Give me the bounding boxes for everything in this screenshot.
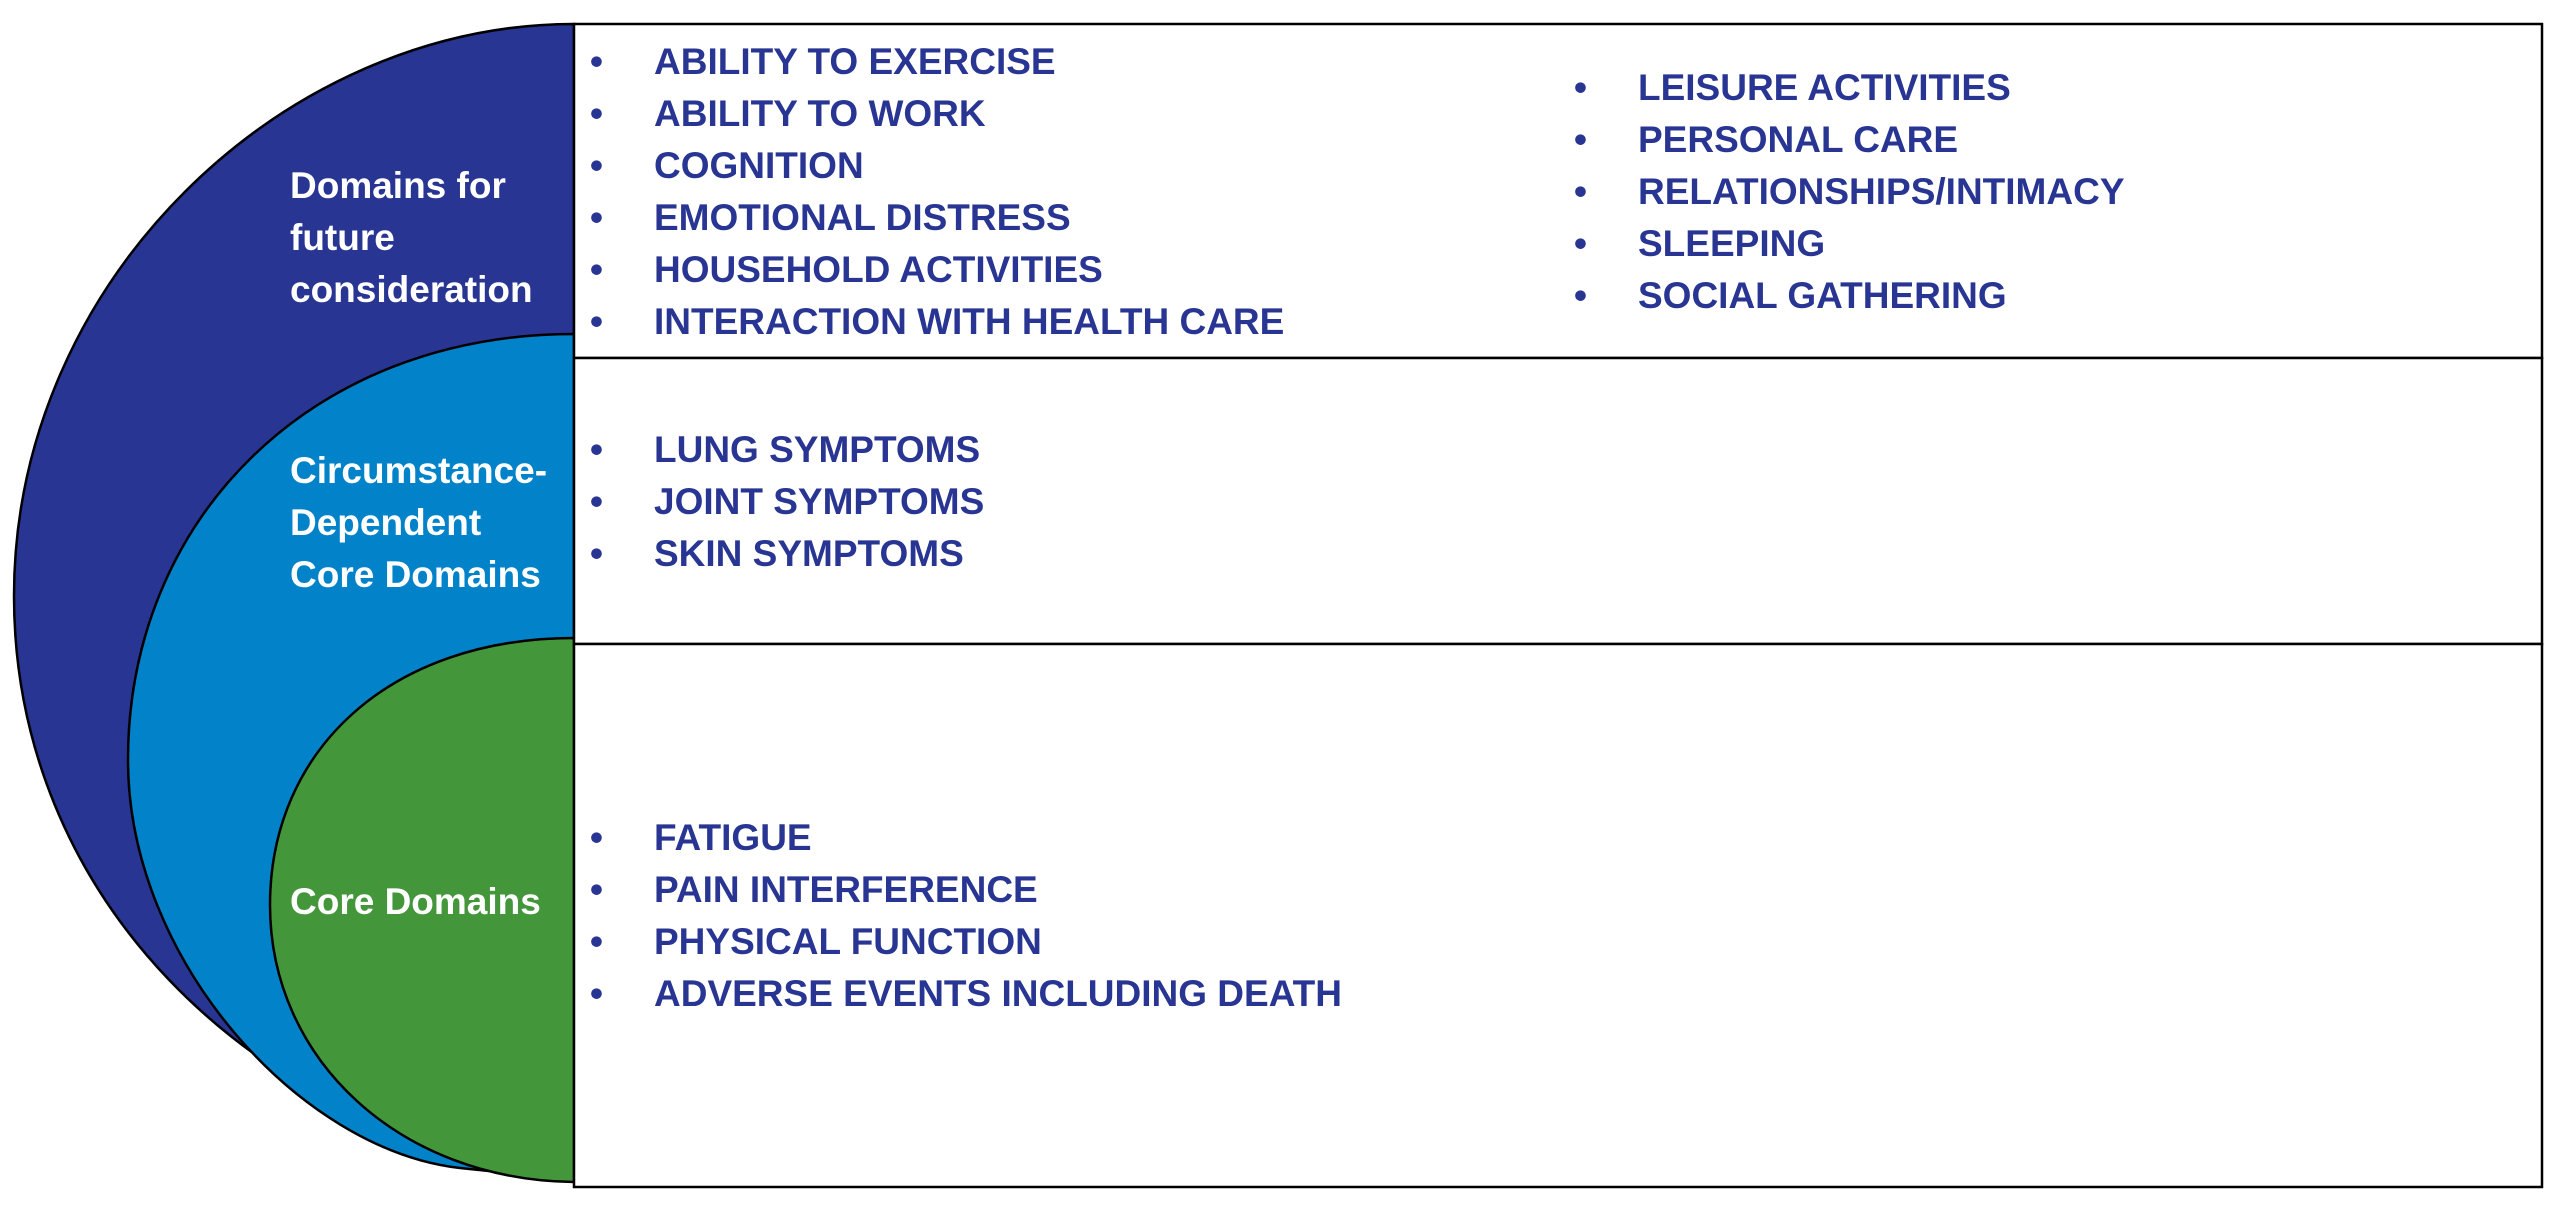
label-line: Circumstance-	[290, 450, 548, 491]
core-domains-label	[290, 876, 541, 928]
future-domains-label	[290, 160, 533, 316]
future-domains-list-right	[1560, 62, 2125, 322]
label-line: Domains for	[290, 165, 506, 206]
list-item: • EMOTIONAL DISTRESS	[576, 192, 1284, 244]
list-item: • INTERACTION WITH HEALTH CARE	[576, 296, 1284, 348]
list-item: • SLEEPING	[1560, 218, 2125, 270]
list-item: • ABILITY TO WORK	[576, 88, 1284, 140]
list-item: • PAIN INTERFERENCE	[576, 864, 1342, 916]
list-item: • JOINT SYMPTOMS	[576, 476, 984, 528]
list-item: • FATIGUE	[576, 812, 1342, 864]
label-line: Core Domains	[290, 554, 541, 595]
list-item: • RELATIONSHIPS/INTIMACY	[1560, 166, 2125, 218]
list-item: • PERSONAL CARE	[1560, 114, 2125, 166]
list-item: • LEISURE ACTIVITIES	[1560, 62, 2125, 114]
list-item: • SKIN SYMPTOMS	[576, 528, 984, 580]
label-line: Dependent	[290, 502, 482, 543]
list-item: • SOCIAL GATHERING	[1560, 270, 2125, 322]
future-domains-list-left	[576, 36, 1284, 348]
list-item: • ABILITY TO EXERCISE	[576, 36, 1284, 88]
list-item: • PHYSICAL FUNCTION	[576, 916, 1342, 968]
list-item: • COGNITION	[576, 140, 1284, 192]
label-line: future	[290, 217, 395, 258]
label-line: consideration	[290, 269, 533, 310]
list-item: • ADVERSE EVENTS INCLUDING DEATH	[576, 968, 1342, 1020]
list-item: • LUNG SYMPTOMS	[576, 424, 984, 476]
circumstance-domains-list	[576, 424, 984, 580]
label-line: Core Domains	[290, 881, 541, 922]
circumstance-domains-label	[290, 445, 547, 601]
core-domains-list	[576, 812, 1342, 1020]
list-item: • HOUSEHOLD ACTIVITIES	[576, 244, 1284, 296]
